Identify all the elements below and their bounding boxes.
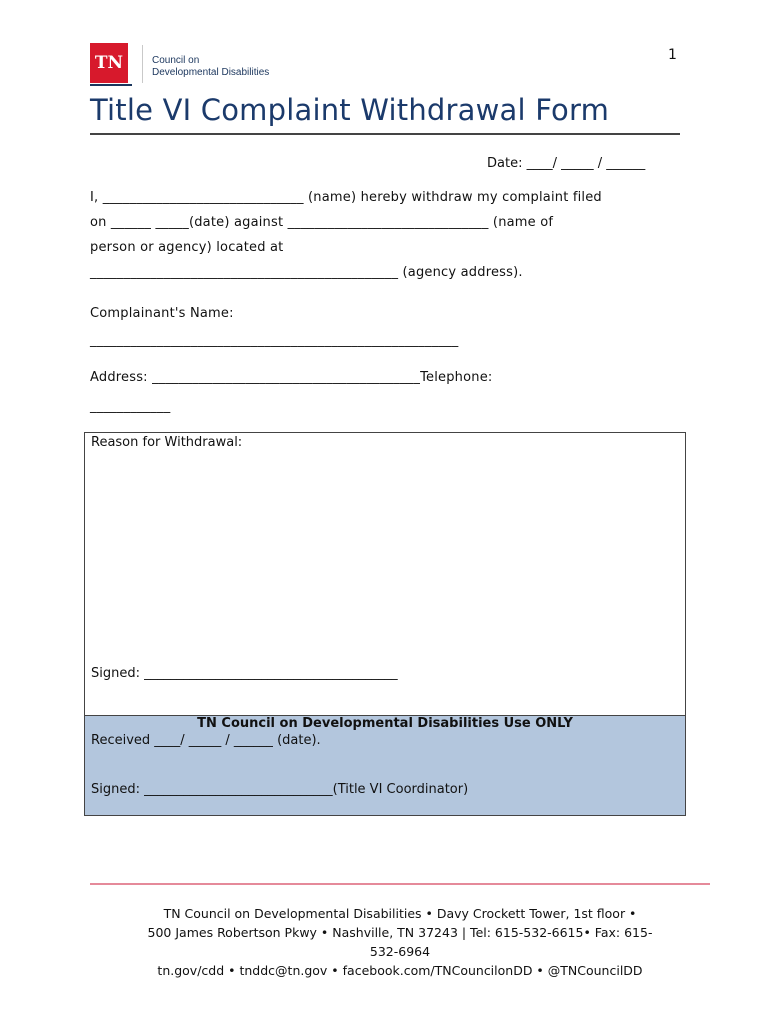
footer-line-4: tn.gov/cdd • tnddc@tn.gov • facebook.com/TNCouncilonDD • @TNCouncilDD xyxy=(157,963,643,978)
date-field[interactable]: Date: ____/ _____ / ______ xyxy=(487,156,646,171)
telephone-field[interactable]: ____________ xyxy=(90,399,171,414)
footer-rule xyxy=(90,883,710,885)
office-use-box xyxy=(84,715,686,816)
statement-line-3: person or agency) located at xyxy=(90,240,284,255)
complainant-name-field[interactable]: _______________________________________________________ xyxy=(90,333,459,348)
page-title: Title VI Complaint Withdrawal Form xyxy=(90,93,610,127)
office-use-title: TN Council on Developmental Disabilities Use ONLY xyxy=(197,716,573,731)
coordinator-signed-field[interactable]: Signed: _____________________________(Title VI Coordinator) xyxy=(91,782,469,797)
received-date-field[interactable]: Received ____/ _____ / ______ (date). xyxy=(91,733,321,748)
reason-for-withdrawal-box[interactable] xyxy=(84,432,686,716)
footer-line-3: 532-6964 xyxy=(369,944,431,959)
agency-address-field[interactable]: ______________________________________________ (agency address). xyxy=(90,265,523,280)
logo-text-line1: Council on xyxy=(152,55,200,66)
logo-text-line2: Developmental Disabilities xyxy=(152,67,270,78)
reason-signed-field[interactable]: Signed: _______________________________________ xyxy=(91,666,398,681)
footer-line-2: 500 James Robertson Pkwy • Nashville, TN 37243 | Tel: 615-532-6615• Fax: 615- xyxy=(147,925,653,940)
page-number: 1 xyxy=(668,47,677,63)
logo-underline xyxy=(90,84,132,86)
tn-logo-mark: TN xyxy=(90,43,128,83)
statement-line-2[interactable]: on ______ _____(date) against ______________________________ (name of xyxy=(90,215,554,230)
statement-line-1[interactable]: I, ______________________________ (name) hereby withdraw my complaint filed xyxy=(90,190,602,205)
reason-label: Reason for Withdrawal: xyxy=(91,435,243,450)
complainant-name-label: Complainant's Name: xyxy=(90,306,234,321)
title-rule xyxy=(90,133,680,135)
address-telephone-field[interactable]: Address: ________________________________________Telephone: xyxy=(90,370,493,385)
logo-text xyxy=(152,55,269,79)
footer xyxy=(90,904,710,980)
logo-divider xyxy=(142,45,143,83)
footer-line-1: TN Council on Developmental Disabilities • Davy Crockett Tower, 1st floor • xyxy=(163,906,637,921)
